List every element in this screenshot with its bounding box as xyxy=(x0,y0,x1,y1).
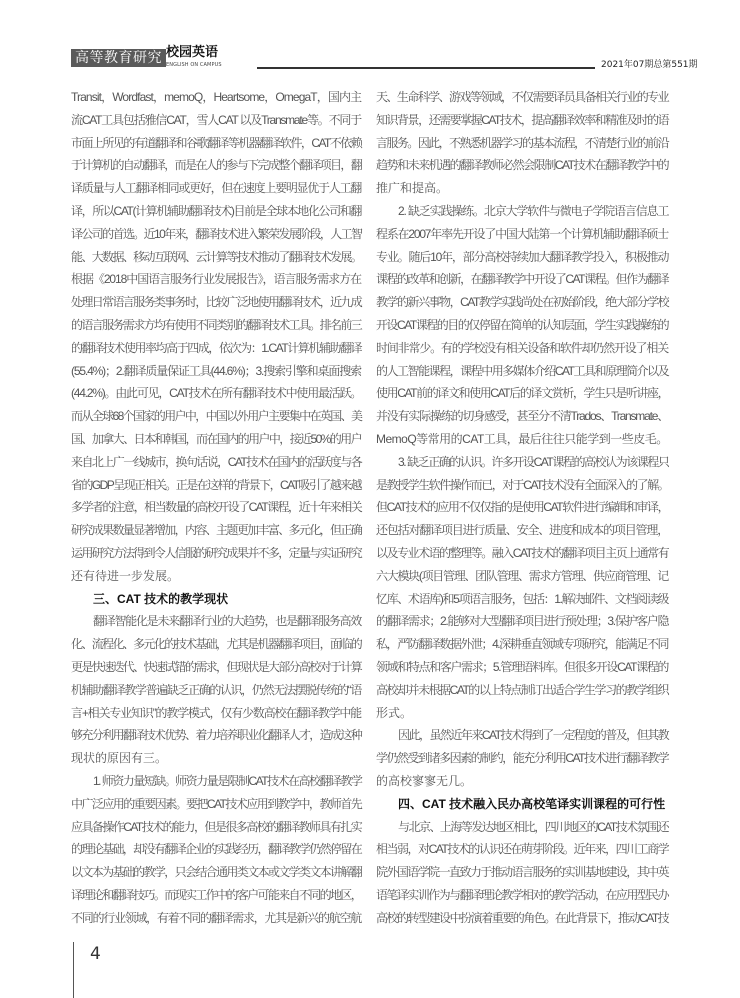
text-line: 语笔译实训作为与翻译理论教学相对的教学活动，在应用型民办 xyxy=(376,887,669,902)
paragraph xyxy=(71,610,361,770)
text-line: 开设CAT课程的目的仅停留在简单的认知层面，学生实践操练的 xyxy=(376,317,669,332)
section-heading: 四、CAT 技术融入民办高校笔译实训课程的可行性 xyxy=(398,796,666,811)
text-line: 的理论基础，却没有翻译企业的实践经历，翻译教学仍然停留在 xyxy=(71,842,362,857)
text-line: 市面上所见的有道翻译和谷歌翻译等机器翻译软件，CAT不依赖 xyxy=(71,135,362,150)
text-line: 私，严防翻译数据外泄；4.深耕垂直领域专项研究，能满足不同 xyxy=(376,637,668,652)
section-label: 高等教育研究 xyxy=(71,49,166,67)
text-line: 高校的转型建设中扮演着重要的角色。在此背景下，推动CAT技 xyxy=(376,910,669,925)
paragraph xyxy=(376,451,668,725)
text-line: 还有待进一步发展。 xyxy=(71,568,180,583)
text-line: 于计算机的自动翻译，而是在人的参与下完成整个翻译项目，翻 xyxy=(71,158,362,173)
text-line: 教学的新兴事物，CAT教学实践尚处在初始阶段，绝大部分学校 xyxy=(376,295,669,310)
text-line: 现状的原因有三。 xyxy=(71,751,168,766)
text-line: 专业。随后10年，部分高校持续加大翻译教学投入，积极推动 xyxy=(376,249,669,264)
paragraph xyxy=(71,770,361,930)
section-heading: 三、CAT 技术的教学现状 xyxy=(93,591,229,606)
text-line: 译理论和翻译技巧。而现实工作中的客户可能来自不同的地区， xyxy=(71,887,362,902)
page-number-rule xyxy=(73,942,74,998)
paragraph xyxy=(376,200,668,451)
text-line: Transit，Wordfast，memoQ，Heartsome，OmegaT，国内主 xyxy=(71,90,362,104)
page-number: 4 xyxy=(90,944,101,964)
text-line: 处理日常语言服务类事务时，比较广泛地使用翻译技术，近九成 xyxy=(71,295,362,310)
text-line: 够充分利用翻译技术优势、着力培养职业化翻译人才，造成这种 xyxy=(71,728,362,743)
journal-logo: 校园英语 xyxy=(166,45,219,60)
paragraph xyxy=(376,724,668,792)
left-column xyxy=(71,86,361,929)
text-line: 趋势和未来机遇的翻译教师必然会限制CAT技术在翻译教学中的 xyxy=(376,158,669,173)
text-line: 时间非常少。有的学校没有相关设备和软件却仍然开设了相关 xyxy=(376,340,668,355)
text-line: 的翻译技术使用率均高于四成，依次为：1.CAT计算机辅助翻译 xyxy=(71,340,362,355)
text-line: 能、大数据、移动互联网、云计算等技术推动了翻译技术发展。 xyxy=(71,249,362,264)
text-line: 流CAT工具包括雅信CAT，雪人CAT 以及Transmate等。不同于 xyxy=(71,112,361,127)
text-line: 应具备操作CAT技术的能力，但是很多高校的翻译教师具有扎实 xyxy=(71,819,362,834)
text-line: 来自北上广一线城市，换句话说，CAT技术在国内的活跃度与各 xyxy=(71,454,362,469)
text-line: 并没有实际操练的切身感受，甚至分不清Trados、Transmate、 xyxy=(376,409,668,424)
journal-logo-english: ENGLISH ON CAMPUS xyxy=(166,62,222,68)
text-line: 的翻译需求；2.能够对大型翻译项目进行预处理；3.保护客户隐 xyxy=(376,614,669,629)
issue-number: 2021年07期总第551期 xyxy=(601,60,698,70)
text-line: 相当弱，对CAT技术的认识还在萌芽阶段。近年来，四川工商学 xyxy=(376,842,669,857)
text-line: 以及专业术语的整理等。融入CAT技术的翻译项目主页上通常有 xyxy=(376,545,669,560)
text-line: 译质量与人工翻译相同或更好，但在速度上要明显优于人工翻 xyxy=(71,181,361,196)
paragraph xyxy=(71,86,361,588)
text-line: 2. 缺乏实践操练。北京大学软件与微电子学院语言信息工 xyxy=(398,203,669,218)
text-line: 化、流程化、多元化的技术基础，尤其是机器翻译项目，面临的 xyxy=(71,637,362,652)
right-column xyxy=(376,86,668,929)
text-line: (44.2%)。由此可见，CAT技术在所有翻译技术中使用最活跃。 xyxy=(71,386,362,401)
text-line: MemoQ等常用的CAT工具，最后往往只能学到一些皮毛。 xyxy=(376,431,668,446)
text-line: 但CAT技术的应用不仅仅指的是使用CAT软件进行编辑和审译， xyxy=(376,500,669,515)
text-line: 运用研究方法得到令人信服的研究成果并不多，定量与实证研究 xyxy=(71,545,362,560)
text-line: 研究成果数量显著增加，内容、主题更加丰富、多元化，但正确 xyxy=(71,523,362,538)
text-line: 更是快速迭代、快速试错的需求，但现状是大部分高校对于计算 xyxy=(71,659,362,674)
text-line: 院外国语学院一直致力于推动语言服务的实训基地建设，其中英 xyxy=(376,865,669,880)
text-line: 六大模块(项目管理、团队管理、需求方管理、供应商管理、记 xyxy=(376,568,668,583)
text-line: 因此，虽然近年来CAT技术得到了一定程度的普及，但其教 xyxy=(398,728,669,743)
paragraph xyxy=(376,86,668,200)
text-line: 根据《2018中国语言服务行业发展报告》，语言服务需求方在 xyxy=(71,272,361,287)
text-line: 忆库、术语库)和5项语言服务，包括：1.解决邮件、文档阅读级 xyxy=(376,591,668,606)
text-line: 省的GDP呈现正相关。正是在这样的背景下，CAT吸引了越来越 xyxy=(71,477,362,492)
text-line: 还包括对翻译项目进行质量、安全、进度和成本的项目管理， xyxy=(376,523,668,538)
text-line: (55.4%)；2.翻译质量保证工具(44.6%)；3.搜索引擎和桌面搜索 xyxy=(71,363,361,378)
text-line: 中广泛应用的重要因素。要把CAT技术应用到教学中，教师首先 xyxy=(71,796,362,811)
text-line: 课程的改革和创新，在翻译教学中开设了CAT课程。但作为翻译 xyxy=(376,272,669,287)
text-line: 1. 师资力量短缺。师资力量是限制CAT技术在高校翻译教学 xyxy=(93,773,362,788)
text-line: 使用CAT前的译文和使用CAT后的译文赏析，学生只是听讲座， xyxy=(376,386,669,401)
text-line: 形式。 xyxy=(376,705,413,720)
paragraph xyxy=(376,816,668,930)
text-line: 的语言服务需求方均有使用不同类别的翻译技术工具。排名前三 xyxy=(71,317,362,332)
text-line: 机辅助翻译教学普遍缺乏正确的认识，仍然无法摆脱传统的“语 xyxy=(71,682,361,697)
text-line: 是教授学生软件操作而已，对于CAT技术没有全面深入的了解。 xyxy=(376,477,669,492)
text-line: 国、加拿大、日本和韩国，而在国内的用户中，接近50%的用户 xyxy=(71,431,361,446)
text-line: 以文本为基础的教学，只会结合通用类文本或文学类文本讲解翻 xyxy=(71,865,362,880)
text-line: 多学者的注意，相当数量的高校开设了CAT课程，近十年来相关 xyxy=(71,500,362,515)
text-line: 学仍然受到诸多因素的制约，能充分利用CAT技术进行翻译教学 xyxy=(376,751,669,766)
text-line: 不同的行业领域，有着不同的翻译需求，尤其是新兴的航空航 xyxy=(71,910,361,925)
text-line: 程系在2007年率先开设了中国大陆第一个计算机辅助翻译硕士 xyxy=(376,226,668,241)
text-line: 推广和提高。 xyxy=(376,181,449,196)
text-line: 言服务。因此，不熟悉机器学习的基本流程，不清楚行业的前沿 xyxy=(376,135,669,150)
text-line: 领域和特点和客户需求；5.管理语料库。但很多开设CAT课程的 xyxy=(376,659,669,674)
text-line: 知识背景，还需要掌握CAT技术，提高翻译效率和精准及时的语 xyxy=(376,112,669,127)
text-line: 与北京、上海等发达地区相比，四川地区的CAT技术氛围还 xyxy=(398,819,669,834)
text-line: 天、生命科学、游戏等领域，不仅需要译员具备相关行业的专业 xyxy=(376,90,669,104)
text-line: 译，所以CAT(计算机辅助翻译技术)目前是全球本地化公司和翻 xyxy=(71,203,362,218)
text-line: 翻译智能化是未来翻译行业的大趋势，也是翻译服务高效 xyxy=(93,614,362,629)
text-line: 高校却并未根据CAT的以上特点制订出适合学生学习的教学组织 xyxy=(376,682,669,697)
text-line: 译公司的首选。近10年来，翻译技术进入繁荣发展阶段，人工智 xyxy=(71,226,362,241)
text-line: 3. 缺乏正确的认识。许多开设CAT课程的高校认为该课程只 xyxy=(398,454,669,469)
text-line: 的人工智能课程，课程中用多媒体介绍CAT工具和原理简介以及 xyxy=(376,363,669,378)
text-line: 而从全球68个国家的用户中，中国以外用户主要集中在英国、美 xyxy=(71,409,362,424)
text-line: 言+相关专业知识”的教学模式，仅有少数高校在翻译教学中能 xyxy=(71,705,361,720)
header-rule xyxy=(257,67,595,69)
text-line: 的高校寥寥无几。 xyxy=(376,773,473,788)
